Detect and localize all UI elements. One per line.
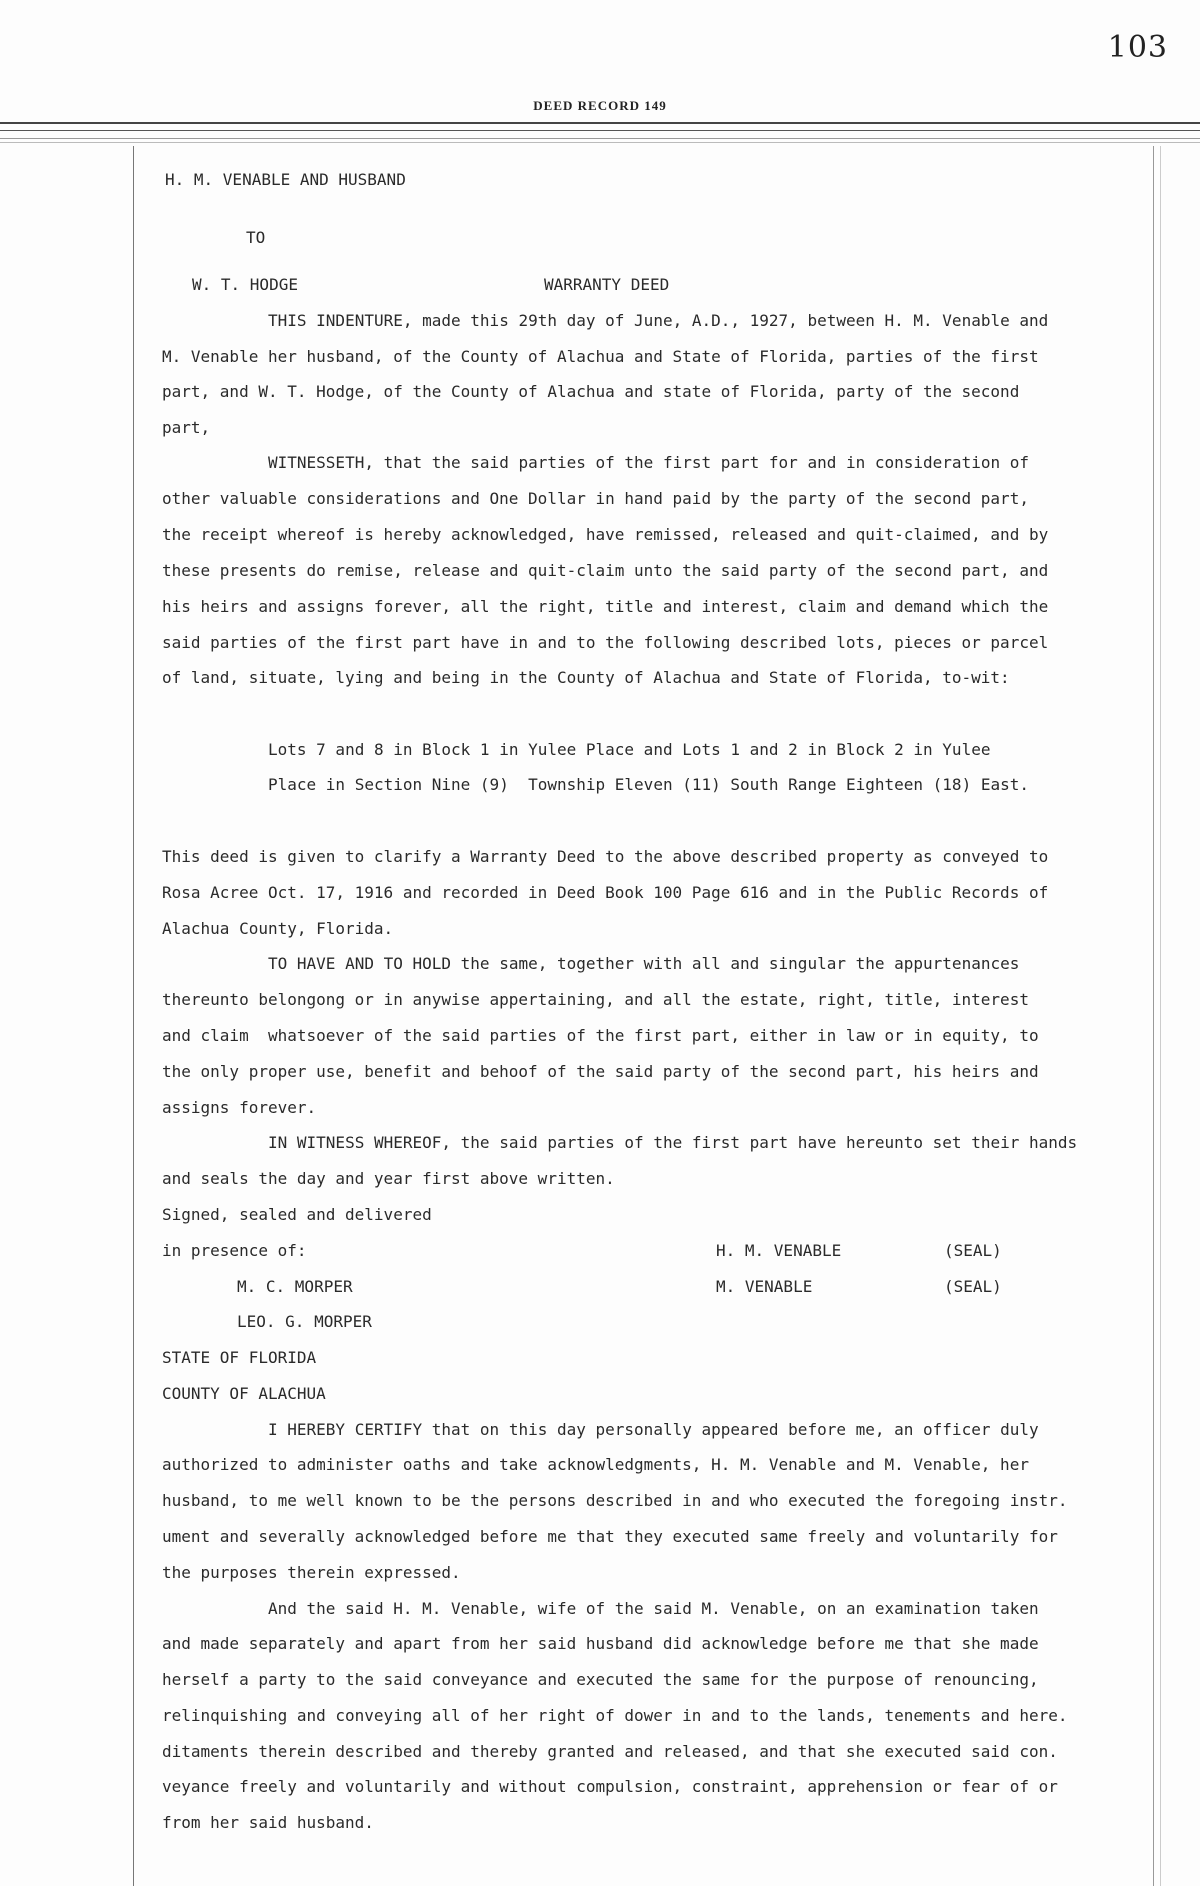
witness-name: LEO. G. MORPER [237,1312,372,1331]
deed-line: authorized to administer oaths and take acknowledgments, H. M. Venable and M. Venable, her [162,1455,1029,1474]
deed-line: husband, to me well known to be the persons described in and who executed the foregoing instr. [162,1491,1068,1510]
deed-line: the purposes therein expressed. [162,1563,461,1582]
to-heading: TO [246,228,266,247]
signature-name: M. VENABLE [716,1277,813,1296]
header-rule [0,130,1200,131]
deed-line: of land, situate, lying and being in the County of Alachua and State of Florida, to-wit: [162,668,1010,687]
header-rule [0,142,1200,143]
deed-line: Signed, sealed and delivered [162,1205,432,1224]
deed-line: WITNESSETH, that the said parties of the first part for and in consideration of [268,453,1029,472]
seal-mark: (SEAL) [944,1277,1002,1296]
deed-line: veyance freely and voluntarily and without compulsion, constraint, apprehension or fear of or [162,1777,1058,1796]
record-title: DEED RECORD 149 [533,98,667,113]
deed-line: STATE OF FLORIDA [162,1348,317,1367]
header-rule [0,122,1200,124]
deed-line: and claim whatsoever of the said parties of the first part, either in law or in equity, to [162,1026,1039,1045]
deed-line: in presence of: [162,1241,307,1260]
deed-line: from her said husband. [162,1813,374,1832]
deed-line: part, [162,418,211,437]
grantee-heading: W. T. HODGE [192,275,298,294]
header-rule [0,138,1200,139]
deed-line: part, and W. T. Hodge, of the County of Alachua and state of Florida, party of the second [162,382,1020,401]
signature-name: H. M. VENABLE [716,1241,842,1260]
deed-line: ument and severally acknowledged before me that they executed same freely and voluntarily for [162,1527,1058,1546]
right-margin-line [1153,146,1154,1886]
left-margin-line [133,146,134,1886]
deed-line: I HEREBY CERTIFY that on this day personally appeared before me, an officer duly [268,1420,1039,1439]
deed-line: IN WITNESS WHEREOF, the said parties of the first part have hereunto set their hands [268,1133,1078,1152]
property-description: Lots 7 and 8 in Block 1 in Yulee Place and Lots 1 and 2 in Block 2 in Yulee [268,740,991,759]
deed-line: and seals the day and year first above written. [162,1169,615,1188]
witness-name: M. C. MORPER [237,1277,353,1296]
seal-mark: (SEAL) [944,1241,1002,1260]
deed-line: the receipt whereof is hereby acknowledged, have remissed, released and quit-claimed, and by [162,525,1049,544]
deed-line: his heirs and assigns forever, all the right, title and interest, claim and demand which the [162,597,1049,616]
deed-line: M. Venable her husband, of the County of Alachua and State of Florida, parties of the first [162,347,1039,366]
deed-line: said parties of the first part have in and to the following described lots, pieces or parcel [162,633,1049,652]
grantor-heading: H. M. VENABLE AND HUSBAND [165,170,406,189]
deed-line: the only proper use, benefit and behoof of the said party of the second part, his heirs and [162,1062,1039,1081]
right-margin-line [1160,146,1161,1886]
deed-line: thereunto belongong or in anywise appertaining, and all the estate, right, title, interest [162,990,1029,1009]
deed-line: Rosa Acree Oct. 17, 1916 and recorded in Deed Book 100 Page 616 and in the Public Records of [162,883,1049,902]
deed-line: COUNTY OF ALACHUA [162,1384,326,1403]
deed-line: Alachua County, Florida. [162,919,394,938]
property-description: Place in Section Nine (9) Township Eleven (11) South Range Eighteen (18) East. [268,775,1029,794]
deed-line: these presents do remise, release and quit-claim unto the said party of the second part, and [162,561,1049,580]
deed-line: And the said H. M. Venable, wife of the said M. Venable, on an examination taken [268,1599,1039,1618]
deed-line: and made separately and apart from her said husband did acknowledge before me that she made [162,1634,1039,1653]
deed-line: TO HAVE AND TO HOLD the same, together with all and singular the appurtenances [268,954,1020,973]
deed-type-heading: WARRANTY DEED [544,275,670,294]
deed-line: other valuable considerations and One Dollar in hand paid by the party of the second part, [162,489,1029,508]
page-number: 103 [1107,30,1168,65]
deed-line: ditaments therein described and thereby granted and released, and that she executed said con. [162,1742,1058,1761]
deed-line: THIS INDENTURE, made this 29th day of June, A.D., 1927, between H. M. Venable and [268,311,1049,330]
deed-line: herself a party to the said conveyance and executed the same for the purpose of renouncing, [162,1670,1039,1689]
deed-line: This deed is given to clarify a Warranty Deed to the above described property as conveyed to [162,847,1049,866]
deed-line: relinquishing and conveying all of her right of dower in and to the lands, tenements and here. [162,1706,1068,1725]
deed-line: assigns forever. [162,1098,317,1117]
